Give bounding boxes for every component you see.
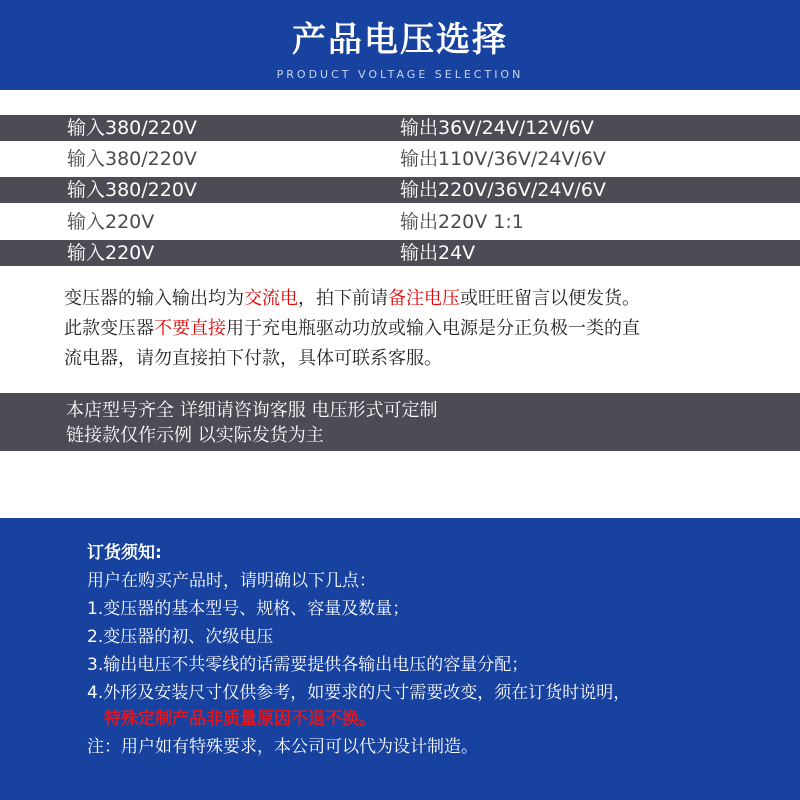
description-line-1 [64,284,784,314]
voltage-output: 输出24V [400,242,476,264]
highlight-note-voltage: 备注电压 [388,288,460,309]
order-item-4: 4.外形及安装尺寸仅供参考，如要求的尺寸需要改变，须在订货时说明， [87,683,631,703]
notice-line-1: 本店型号齐全 详细请咨询客服 电压形式可定制 [66,400,438,421]
notice-box [0,393,800,451]
text-span: 变压器的输入输出均为 [64,288,244,309]
voltage-row [0,177,800,203]
text-span: ，拍下前请 [298,288,388,309]
voltage-input: 输入220V [67,211,155,233]
voltage-output: 输出36V/24V/12V/6V [400,117,594,139]
voltage-input: 输入380/220V [67,148,197,170]
page-subtitle: PRODUCT VOLTAGE SELECTION [276,68,524,81]
description-line-2 [64,314,784,344]
description-paragraph [64,284,784,374]
description-line-3: 流电器，请勿直接拍下付款，具体可联系客服。 [64,348,442,369]
highlight-do-not-direct: 不要直接 [154,318,226,339]
order-notes-section [0,518,800,800]
order-intro: 用户在购买产品时，请明确以下几点： [87,571,376,591]
order-heading: 订货须知: [87,543,162,563]
voltage-input: 输入220V [67,242,155,264]
text-span: 用于充电瓶驱动功放或输入电源是分正负极一类的直 [226,318,640,339]
voltage-output: 输出220V/36V/24V/6V [400,179,606,201]
voltage-output: 输出220V 1:1 [400,211,524,233]
voltage-row [0,146,800,172]
voltage-input: 输入380/220V [67,117,197,139]
order-item-1: 1.变压器的基本型号、规格、容量及数量； [87,599,410,619]
header-banner [0,0,800,90]
order-warning: 特殊定制产品非质量原因不退不换。 [104,709,376,729]
voltage-input: 输入380/220V [67,179,197,201]
page-title: 产品电压选择 [292,20,508,60]
text-span: 此款变压器 [64,318,154,339]
voltage-row [0,209,800,235]
notice-line-2: 链接款仅作示例 以实际发货为主 [66,425,324,446]
order-item-3: 3.输出电压不共零线的话需要提供各输出电压的容量分配； [87,655,529,675]
voltage-row [0,240,800,266]
text-span: 或旺旺留言以便发货。 [460,288,640,309]
voltage-output: 输出110V/36V/24V/6V [400,148,606,170]
order-item-2: 2.变压器的初、次级电压 [87,627,274,647]
voltage-row [0,115,800,141]
highlight-ac-power: 交流电 [244,288,298,309]
order-note: 注：用户如有特殊要求，本公司可以代为设计制造。 [87,737,478,757]
